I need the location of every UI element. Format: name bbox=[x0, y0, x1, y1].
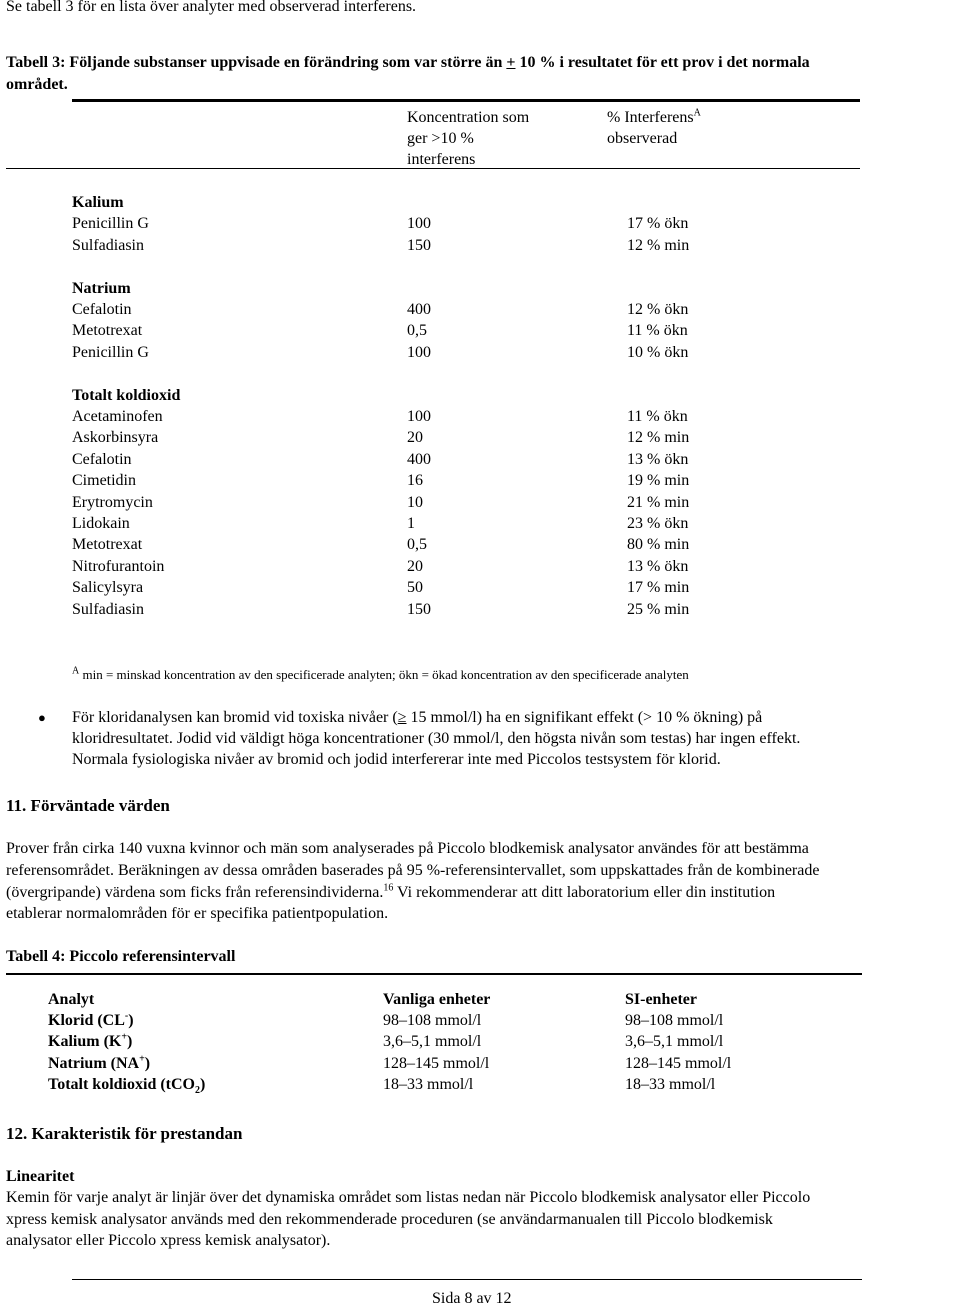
concentration-cell: 20 bbox=[407, 429, 423, 446]
usual-units-cell: 128–145 mmol/l bbox=[383, 1054, 490, 1072]
substance-cell: Salicylsyra bbox=[72, 579, 144, 596]
concentration-cell: 400 bbox=[407, 301, 431, 318]
table4-caption: Tabell 4: Piccolo referensintervall bbox=[6, 948, 236, 965]
interference-cell: 13 % ökn bbox=[627, 451, 689, 468]
table4-header-analyte: Analyt bbox=[48, 991, 95, 1008]
interference-cell: 11 % ökn bbox=[627, 408, 688, 425]
section-12-subheading: Linearitet bbox=[6, 1168, 75, 1185]
substance-cell: Acetaminofen bbox=[72, 408, 163, 425]
interference-cell: 10 % ökn bbox=[627, 344, 689, 361]
bullet-line-2: kloridresultatet. Jodid vid väldigt höga koncentrationer (30 mmol/l, den högsta nivån som testas) har ingen effekt. bbox=[72, 730, 801, 747]
usual-units-cell: 98–108 mmol/l bbox=[383, 1012, 482, 1029]
concentration-cell: 50 bbox=[407, 579, 423, 596]
substance-cell: Cimetidin bbox=[72, 472, 136, 489]
section-11-heading: 11. Förväntade värden bbox=[6, 796, 170, 815]
section-11-line-2: referensområdet. Beräkningen av dessa områden baserades på 95 %-referensintervallet, som uppskattades från de kombinerade bbox=[6, 862, 820, 879]
substance-cell: Cefalotin bbox=[72, 451, 132, 468]
reference-16: 16 bbox=[383, 882, 394, 894]
group-heading: Natrium bbox=[72, 280, 131, 297]
greater-equal-sign: ≥ bbox=[397, 709, 407, 726]
table4-header-si: SI-enheter bbox=[625, 991, 697, 1008]
substance-cell: Penicillin G bbox=[72, 344, 149, 361]
concentration-cell: 150 bbox=[407, 601, 431, 618]
concentration-cell: 150 bbox=[407, 237, 431, 254]
interference-cell: 13 % ökn bbox=[627, 558, 689, 575]
interference-cell: 12 % min bbox=[627, 429, 690, 446]
intro-text: Se tabell 3 för en lista över analyter med observerad interferens. bbox=[6, 0, 417, 15]
substance-cell: Metotrexat bbox=[72, 322, 143, 339]
interference-cell: 12 % ökn bbox=[627, 301, 689, 318]
table3-top-rule bbox=[72, 99, 860, 102]
bullet-line-3: Normala fysiologiska nivåer av bromid och jodid interfererar inte med Piccolos testsystem för klorid. bbox=[72, 751, 721, 768]
substance-cell: Erytromycin bbox=[72, 494, 153, 511]
section-12-line-2: xpress kemisk analysator används med den rekommenderade proceduren (se användarmanualen till Piccolo blodkemisk bbox=[6, 1211, 773, 1228]
analyte-cell: Totalt koldioxid (tCO$_2$) bbox=[48, 1075, 206, 1097]
analyte-cell: Kalium (K+) bbox=[48, 1031, 133, 1051]
interference-cell: 12 % min bbox=[627, 237, 690, 254]
concentration-cell: 0,5 bbox=[407, 322, 427, 339]
page-number: Sida 8 av 12 bbox=[432, 1290, 512, 1307]
usual-units-cell: 18–33 mmol/l bbox=[383, 1075, 474, 1093]
concentration-cell: 100 bbox=[407, 408, 431, 425]
concentration-cell: 100 bbox=[407, 215, 431, 232]
table3-caption: Tabell 3: Följande substanser uppvisade en förändring som var större än + 10 % i resultatet för ett prov i det normala bbox=[6, 54, 810, 71]
substance-cell: Sulfadiasin bbox=[72, 237, 144, 254]
interference-cell: 19 % min bbox=[627, 472, 690, 489]
bullet-icon: ● bbox=[38, 710, 46, 725]
col-header-interference: % Interferens$^A$ observerad bbox=[607, 107, 701, 147]
concentration-cell: 16 bbox=[407, 472, 423, 489]
col-header-concentration: Koncentration som ger >10 % interferens bbox=[407, 109, 530, 168]
analyte-cell: Natrium (NA+) bbox=[48, 1053, 151, 1072]
interference-cell: 17 % min bbox=[627, 579, 690, 596]
concentration-cell: 100 bbox=[407, 344, 431, 361]
usual-units-cell: 3,6–5,1 mmol/l bbox=[383, 1033, 482, 1051]
substance-cell: Lidokain bbox=[72, 515, 130, 532]
group-heading: Kalium bbox=[72, 194, 124, 211]
section-12-line-1: Kemin för varje analyt är linjär över det dynamiska området som listas nedan när Piccolo blodkemisk analysator eller Piccolo bbox=[6, 1189, 811, 1206]
concentration-cell: 10 bbox=[407, 494, 423, 511]
table3-caption-cont: området. bbox=[6, 76, 68, 93]
interference-cell: 25 % min bbox=[627, 601, 690, 618]
interference-cell: 17 % ökn bbox=[627, 215, 689, 232]
substance-cell: Askorbinsyra bbox=[72, 429, 159, 446]
plus-minus-sign: + bbox=[506, 54, 516, 71]
si-units-cell: 98–108 mmol/l bbox=[625, 1012, 724, 1029]
substance-cell: Nitrofurantoin bbox=[72, 558, 165, 575]
si-units-cell: 3,6–5,1 mmol/l bbox=[625, 1033, 724, 1051]
section-11-line-4: etablerar normalområden för er specifika patientpopulation. bbox=[6, 905, 389, 922]
interference-cell: 80 % min bbox=[627, 536, 690, 553]
substance-cell: Penicillin G bbox=[72, 215, 149, 232]
concentration-cell: 20 bbox=[407, 558, 423, 575]
footer-rule bbox=[72, 1279, 862, 1280]
bullet-line-1: För kloridanalysen kan bromid vid toxiska nivåer (≥ 15 mmol/l) ha en signifikant effekt (> 10 % ökning) på bbox=[72, 709, 763, 726]
table4-top-rule bbox=[6, 973, 862, 975]
table3-footnote: $^A$ min = minskad koncentration av den specificerade analyten; ökn = ökad koncentration av den specificerade analyten bbox=[72, 665, 689, 682]
group-heading: Totalt koldioxid bbox=[72, 387, 181, 404]
si-units-cell: 18–33 mmol/l bbox=[625, 1075, 716, 1093]
section-11-line-3: (övergripande) värdena som ficks från referensindividerna.$^{16}$ Vi rekommenderar att ditt laboratorium eller din institution bbox=[6, 882, 776, 901]
table4-header-usual: Vanliga enheter bbox=[383, 991, 491, 1008]
interference-cell: 21 % min bbox=[627, 494, 690, 511]
substance-cell: Metotrexat bbox=[72, 536, 143, 553]
section-11-line-1: Prover från cirka 140 vuxna kvinnor och män som analyserades på Piccolo blodkemisk analysator användes för att bestämma bbox=[6, 840, 809, 857]
interference-cell: 11 % ökn bbox=[627, 322, 688, 339]
substance-cell: Sulfadiasin bbox=[72, 601, 144, 618]
interference-cell: 23 % ökn bbox=[627, 515, 689, 532]
analyte-cell: Klorid (CL-) bbox=[48, 1010, 134, 1029]
section-12-line-3: analysator eller Piccolo xpress kemisk analysator). bbox=[6, 1232, 331, 1249]
concentration-cell: 1 bbox=[407, 515, 415, 532]
concentration-cell: 0,5 bbox=[407, 536, 427, 553]
substance-cell: Cefalotin bbox=[72, 301, 132, 318]
concentration-cell: 400 bbox=[407, 451, 431, 468]
si-units-cell: 128–145 mmol/l bbox=[625, 1054, 732, 1072]
section-12-heading: 12. Karakteristik för prestandan bbox=[6, 1124, 243, 1143]
table3-header-rule bbox=[6, 168, 860, 169]
